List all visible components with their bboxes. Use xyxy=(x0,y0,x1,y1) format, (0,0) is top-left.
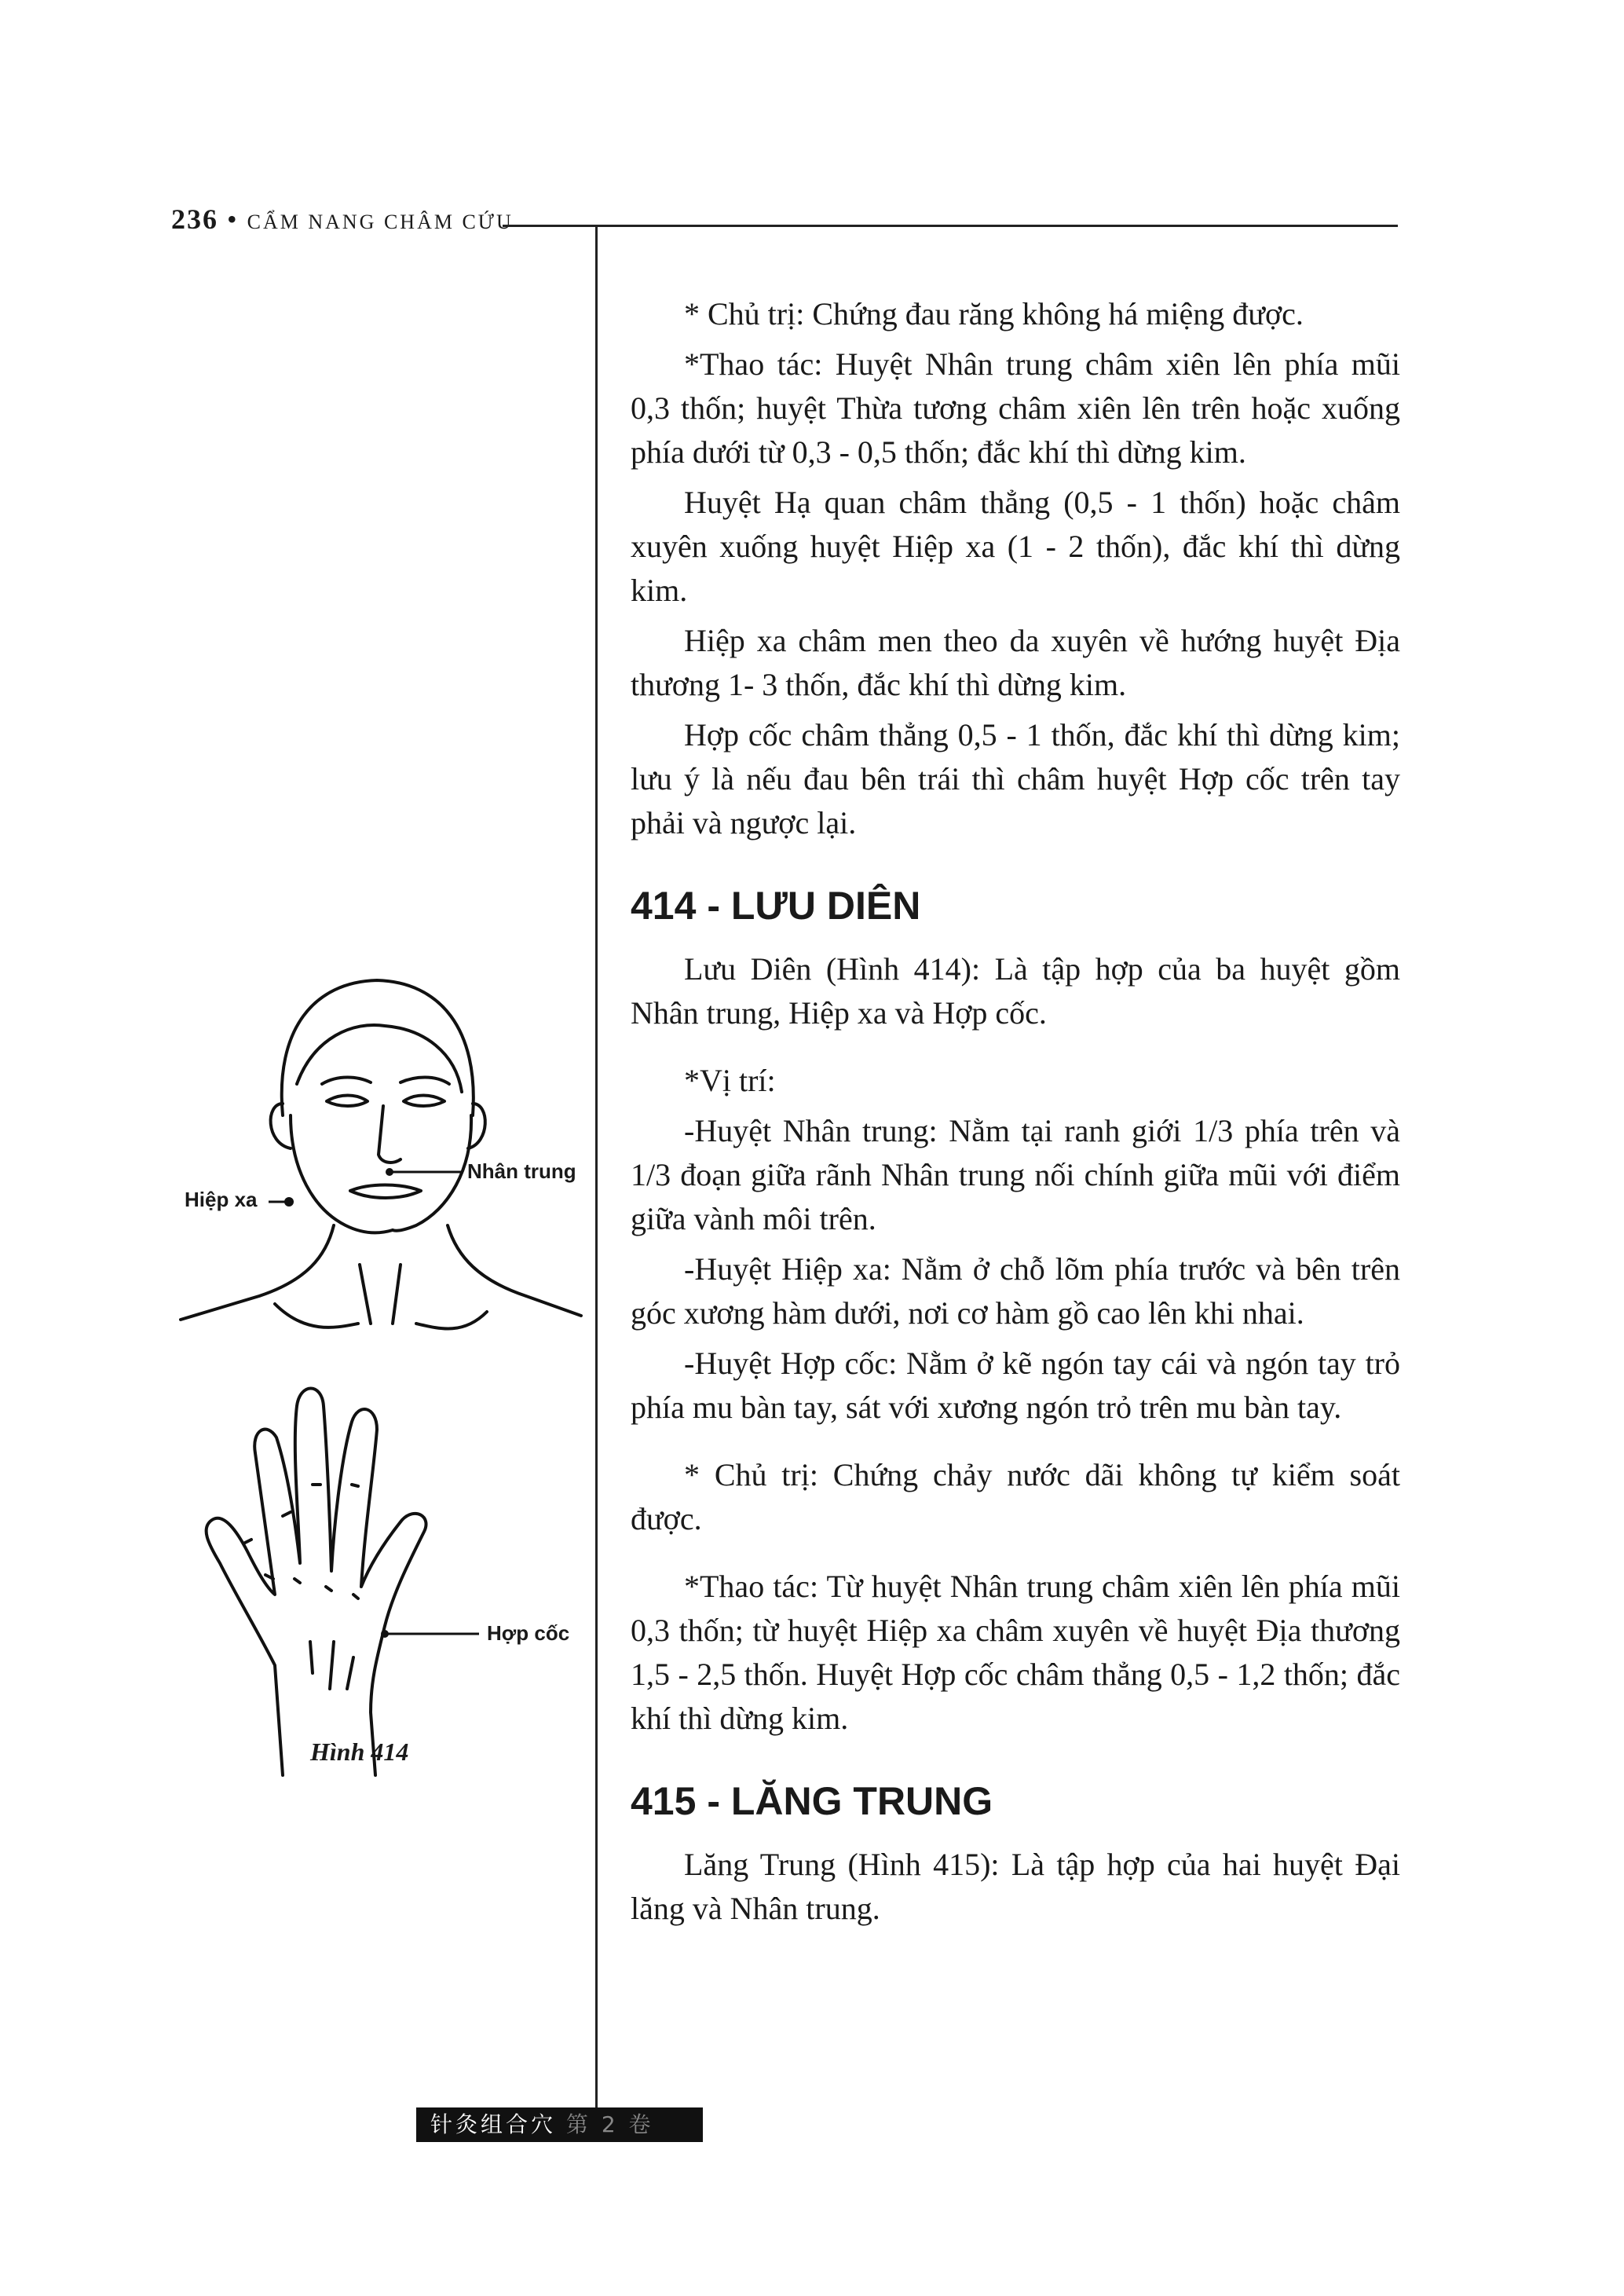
label-hop-coc: Hợp cốc xyxy=(487,1621,570,1645)
head-outline xyxy=(282,980,474,1115)
eye-left xyxy=(327,1096,368,1107)
nose xyxy=(379,1106,401,1163)
running-header xyxy=(171,203,514,236)
paragraph-luu-dien-intro: Lưu Diên (Hình 414): Là tập hợp của ba huyệt gồm Nhân trung, Hiệp xa và Hợp cốc. xyxy=(631,951,1400,1031)
footer-band-faded: 第 2 卷 xyxy=(565,2111,654,2137)
hair-line xyxy=(297,1025,462,1092)
face-left xyxy=(291,1115,393,1232)
neck-mid xyxy=(360,1265,401,1324)
figure-caption: Hình 414 xyxy=(310,1738,409,1766)
collar-left xyxy=(275,1304,358,1327)
paragraph-vi-tri: *Vị trí: xyxy=(684,1063,776,1098)
paragraph-thao-tac-1: *Thao tác: Huyệt Nhân trung châm xiên lên phía mũi 0,3 thốn; huyệt Thừa tương châm xiên lên trên hoặc xuống phía dưới từ 0,3 - 0,5 thốn; đắc khí thì dừng kim. xyxy=(631,346,1400,470)
paragraph-hop-coc-location: -Huyệt Hợp cốc: Nằm ở kẽ ngón tay cái và ngón tay trỏ phía mu bàn tay, sát với xương ngón trỏ trên mu bàn tay. xyxy=(631,1346,1400,1425)
eyebrow-left xyxy=(322,1078,371,1085)
palm-lines xyxy=(310,1642,353,1689)
paragraph-lang-trung-intro: Lăng Trung (Hình 415): Là tập hợp của hai huyệt Đại lăng và Nhân trung. xyxy=(631,1847,1400,1926)
page-number: 236 xyxy=(171,203,218,235)
paragraph-thao-tac-2: *Thao tác: Từ huyệt Nhân trung châm xiên lên phía mũi 0,3 thốn; từ huyệt Hiệp xa châm xuyên về huyệt Địa thương 1,5 - 2,5 thốn. Huyệt Hợp cốc châm thẳng 0,5 - 1,2 thốn; đắc khí thì dừng kim. xyxy=(631,1569,1400,1736)
footer-band xyxy=(416,2107,703,2142)
ear-left xyxy=(271,1104,291,1148)
label-nhan-trung: Nhân trung xyxy=(467,1159,576,1183)
main-text xyxy=(631,292,1400,1937)
figure-414 xyxy=(165,966,589,1791)
collar-right xyxy=(416,1312,487,1329)
paragraph-ha-quan: Huyệt Hạ quan châm thẳng (0,5 - 1 thốn) hoặc châm xuyên xuống huyệt Hiệp xa (1 - 2 thốn), đắc khí thì dừng kim. xyxy=(631,485,1400,608)
paragraph-hop-coc: Hợp cốc châm thẳng 0,5 - 1 thốn, đắc khí thì dừng kim; lưu ý là nếu đau bên trái thì châm huyệt Hợp cốc trên tay phải và ngược lại. xyxy=(631,717,1400,840)
neck-left xyxy=(181,1225,334,1320)
header-bullet: • xyxy=(227,203,239,235)
header-rule xyxy=(503,225,1398,227)
paragraph-hiep-xa-location: -Huyệt Hiệp xa: Nằm ở chỗ lõm phía trước và bên trên góc xương hàm dưới, nơi cơ hàm gồ cao lên khi nhai. xyxy=(631,1251,1400,1331)
section-heading-414: 414 - LƯU DIÊN xyxy=(631,884,921,928)
footer-band-text: 针灸组合穴 xyxy=(430,2111,557,2137)
section-heading-415: 415 - LĂNG TRUNG xyxy=(631,1779,993,1823)
figure-illustration xyxy=(165,966,589,1791)
label-hiep-xa: Hiệp xa xyxy=(185,1188,258,1211)
neck-right xyxy=(448,1225,581,1316)
paragraph-hiep-xa: Hiệp xa châm men theo da xuyên về hướng huyệt Địa thương 1- 3 thốn, đắc khí thì dừng kim. xyxy=(631,623,1400,702)
hand-outline xyxy=(207,1389,426,1776)
eye-right xyxy=(404,1096,444,1107)
paragraph-chu-tri-1: * Chủ trị: Chứng đau răng không há miệng được. xyxy=(684,296,1304,331)
book-title: CẨM NANG CHÂM CỨU xyxy=(247,211,514,233)
mouth xyxy=(350,1185,421,1199)
eyebrow-right xyxy=(401,1078,449,1085)
column-divider xyxy=(595,225,598,2126)
paragraph-nhan-trung-location: -Huyệt Nhân trung: Nằm tại ranh giới 1/3 phía trên và 1/3 đoạn giữa rãnh Nhân trung nối chính giữa mũi với điểm giữa vành môi trên. xyxy=(631,1113,1400,1236)
paragraph-chu-tri-2: * Chủ trị: Chứng chảy nước dãi không tự kiểm soát được. xyxy=(631,1457,1400,1536)
